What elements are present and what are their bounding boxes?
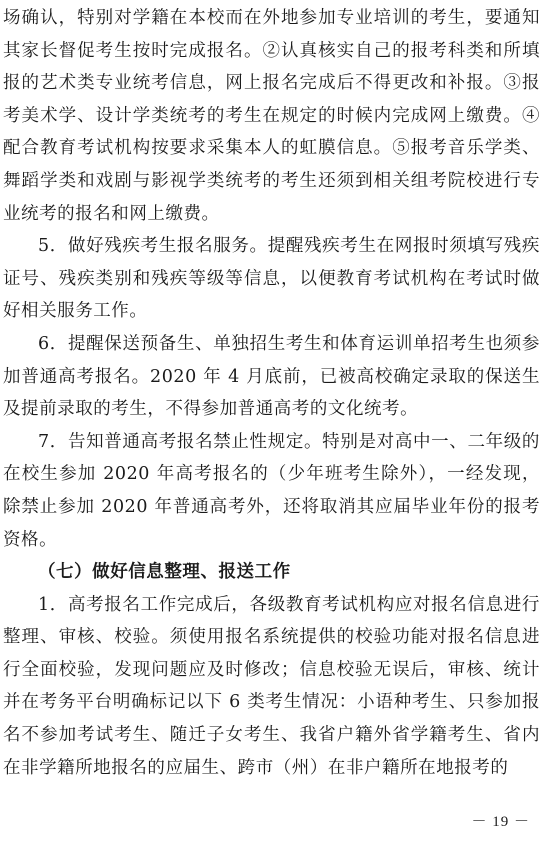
paragraph-continuation: 场确认，特别对学籍在本校而在外地参加专业培训的考生，要通知其家长督促考生按时完成报名。②认真核实自己的报考科类和所填报的艺术类专业统考信息，网上报名完成后不得更改和补报。③报考美术学、设计学类统考的考生在规定的时候内完成网上缴费。④配合教育考试机构按要求采集本人的虹膜信息。⑤报考音乐学类、舞蹈学类和戏剧与影视学类统考的考生还须到相关组考院校进行专业统考的报名和网上缴费。 <box>3 8 540 224</box>
paragraph-item-7: 7．告知普通高考报名禁止性规定。特别是对高中一、二年级的在校生参加 2020 年高考报名的（少年班考生除外），一经发现，除禁止参加 2020 年普通高考外，还将取消其应届毕业年份的报考资格。 <box>3 431 540 550</box>
document-body <box>3 2 540 784</box>
paragraph-item-1: 1．高考报名工作完成后，各级教育考试机构应对报名信息进行整理、审核、校验。须使用报名系统提供的校验功能对报名信息进行全面校验，发现问题应及时修改；信息校验无误后，审核、统计并在考务平台明确标记以下 6 类考生情况：小语种考生、只参加报名不参加考试考生、随迁子女考生、我省户籍外省学籍考生、省内在非学籍所地报名的应届生、跨市（州）在非户籍所在地报考的 <box>3 594 540 778</box>
page-number: － 19 － <box>471 814 530 830</box>
section-heading: （七）做好信息整理、报送工作 <box>38 562 291 583</box>
paragraph-item-6: 6．提醒保送预备生、单独招生考生和体育运训单招考生也须参加普通高考报名。2020 年 4 月底前，已被高校确定录取的保送生及提前录取的考生，不得参加普通高考的文化统考。 <box>3 333 540 420</box>
paragraph-item-5: 5．做好残疾考生报名服务。提醒残疾考生在网报时须填写残疾证号、残疾类别和残疾等级等信息，以便教育考试机构在考试时做好相关服务工作。 <box>3 236 540 322</box>
